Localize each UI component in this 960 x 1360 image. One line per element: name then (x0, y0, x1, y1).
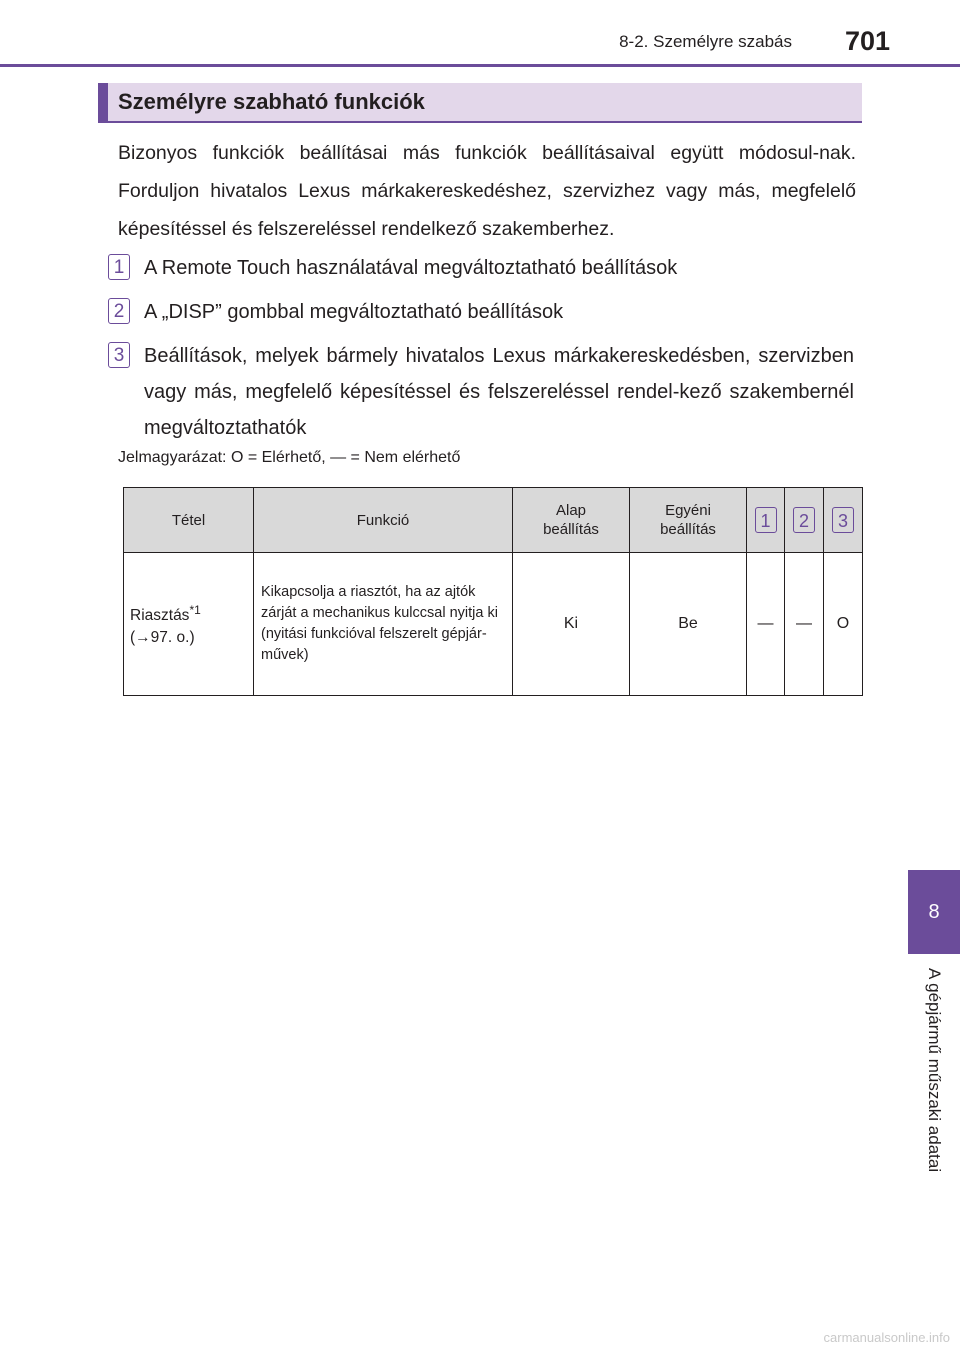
header-section-title: 8-2. Személyre szabás (619, 32, 792, 51)
cell-default: Ki (513, 553, 630, 696)
list-item-text: Beállítások, melyek bármely hivatalos Lexus márkakereskedésben, szervizben vagy más, megfelelő képesítéssel és felszereléssel rendel-kező szakembernél megváltoztathatók (144, 345, 854, 439)
list-item-text: A „DISP” gombbal megváltoztatható beállítások (144, 301, 564, 323)
header-custom-line1: Egyéni (665, 502, 711, 519)
table-row (124, 553, 863, 696)
column-header-2 (785, 488, 824, 553)
item-name: Riasztás (130, 607, 190, 625)
column-badge-3: 3 (832, 507, 854, 533)
number-badge-1: 1 (108, 254, 130, 280)
footer-watermark: carmanualsonline.info (823, 1330, 950, 1345)
table-header-row (124, 488, 863, 553)
header-divider (0, 64, 960, 67)
cell-function: Kikapcsolja a riasztót, ha az ajtók zárját a mechanikus kulccsal nyitja ki (nyitási funkcióval felszerelt gépjár-művek) (254, 553, 513, 696)
settings-table (123, 487, 863, 696)
number-badge-2: 2 (108, 298, 130, 324)
legend-text: Jelmagyarázat: O = Elérhető, — = Nem elérhető (118, 449, 461, 466)
column-header-function: Funkció (254, 488, 513, 553)
column-header-1 (747, 488, 785, 553)
number-badge-3: 3 (108, 342, 130, 368)
page-number: 701 (844, 26, 890, 56)
chapter-tab-label: A gépjármű műszaki adatai (925, 968, 944, 1173)
column-header-custom (630, 488, 747, 553)
section-title-bar (98, 83, 862, 123)
column-badge-1: 1 (755, 507, 777, 533)
column-header-3 (824, 488, 863, 553)
column-header-item: Tétel (124, 488, 254, 553)
chapter-tab: 8 (908, 870, 960, 954)
header-default-line2: beállítás (543, 521, 599, 538)
header-custom-line2: beállítás (660, 521, 716, 538)
column-header-default (513, 488, 630, 553)
page-reference: (→97. o.) (130, 628, 195, 646)
cell-col2: — (785, 553, 824, 696)
header-default-line1: Alap (555, 502, 587, 519)
column-badge-2: 2 (793, 507, 815, 533)
section-title: Személyre szabható funkciók (118, 89, 425, 114)
list-item-text: A Remote Touch használatával megváltoztatható beállítások (144, 257, 678, 279)
intro-paragraph: Bizonyos funkciók beállításai más funkciók beállításaival együtt módosul-nak. Forduljon hivatalos Lexus márkakereskedéshez, szervizhez vagy más, megfelelő képesítéssel és felszereléssel rendelkező szakemberhez. (118, 142, 856, 240)
cell-col1: — (747, 553, 785, 696)
cell-custom: Be (630, 553, 747, 696)
cell-item (124, 553, 254, 696)
cell-col3: O (824, 553, 863, 696)
footnote-marker: *1 (189, 603, 201, 618)
